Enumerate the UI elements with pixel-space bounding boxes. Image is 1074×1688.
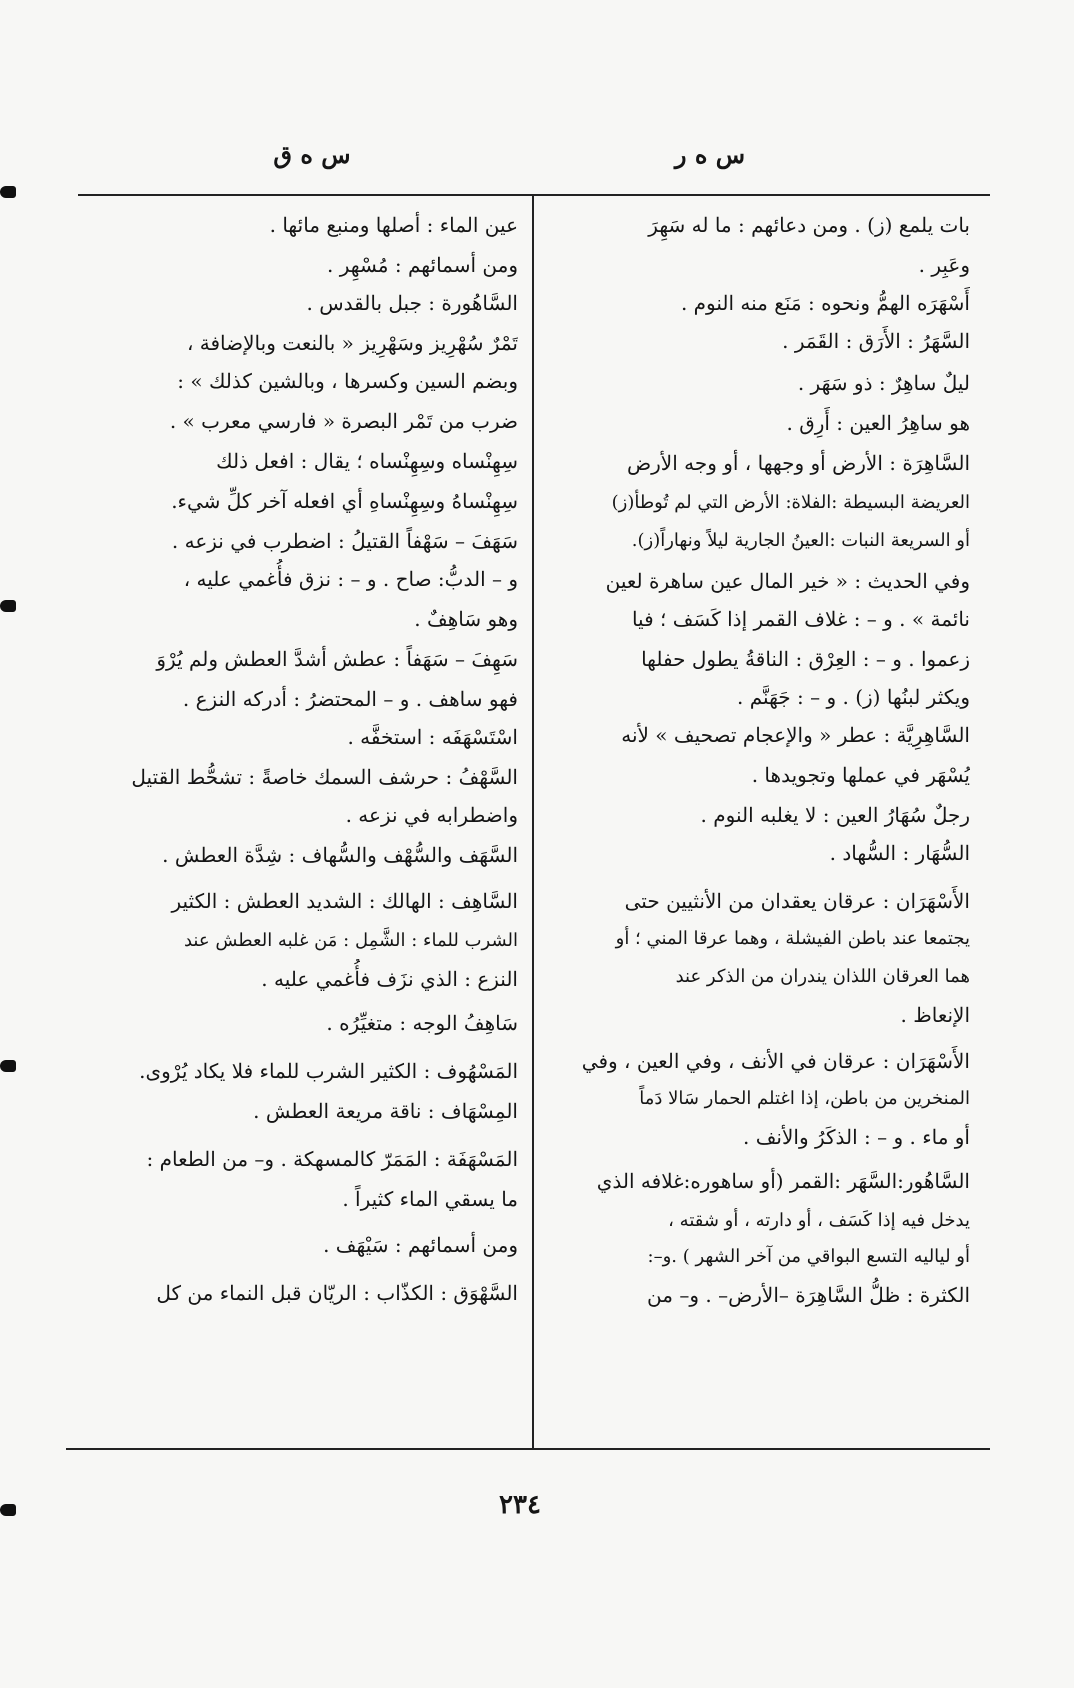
binding-hole-mark	[0, 1060, 16, 1072]
text-line: سَاهِفُ الوجه : متغيِّرُه .	[326, 1011, 518, 1035]
text-line: بات يلمع (ز) . ومن دعائهم : ما له سَهِرَ	[648, 213, 970, 237]
text-line: المنخرين من باطن، إذا اغتلم الحمار سَالا دَماً	[639, 1088, 970, 1109]
text-line: ليلٌ ساهِرٌ : ذو سَهَر .	[797, 371, 970, 395]
text-line: السَّهَف والسُّهْف والسُّهاف : شِدَّة العطش .	[162, 843, 518, 867]
text-line: اسْتَسْهَفَه : استخفَّه .	[347, 725, 518, 749]
text-line: يُسْهَر في عملها وتجويدها .	[751, 763, 970, 787]
text-line: السَّاهِرَة : الأرض أو وجهها ، أو وجه الأرض	[626, 451, 970, 475]
text-line: واضطرابه في نزعه .	[345, 803, 518, 827]
text-line: يدخل فيه إذا كَسَف ، أو دارته ، أو شقته ،	[668, 1210, 970, 1231]
text-line: سِهِنْساهُ وسِهِنْساهِ أي افعله آخر كلِّ شيء.	[171, 489, 518, 513]
text-line: الكثرة : ظلُّ السَّاهِرَة –الأرض– . و– من	[647, 1283, 970, 1307]
binding-hole-mark	[0, 1504, 16, 1516]
text-line: السَّاهِرِيَّة : عطر « والإعجام تصحيف » لأنه	[621, 723, 970, 747]
text-line: السَّهَرُ : الأَرَق : القَمَر .	[782, 329, 970, 353]
text-line: هما العرقان اللذان يندران من الذكر عند	[675, 966, 970, 987]
text-line: المَسْهَفَة : المَمَرّ كالمسهكة . و– من الطعام :	[146, 1147, 518, 1171]
text-line: الإنعاظ .	[900, 1003, 970, 1027]
text-line: وهو سَاهِفٌ .	[414, 607, 518, 631]
text-line: سَهِفَ – سَهَفاً : عطش أشدَّ العطش ولم يُرْوَ	[156, 647, 518, 671]
text-line: السَّاهُورة : جبل بالقدس .	[306, 291, 518, 315]
text-line: فهو ساهف . و – المحتضرُ : أدركه النزع .	[182, 687, 518, 711]
text-line: السَّهْفُ : حرشف السمك خاصةً : تشحُّط القتيل	[131, 765, 518, 789]
text-line: الشرب للماء : الشَّمِل : مَن غلبه العطش عند	[183, 930, 518, 951]
text-line: السَّهْوَق : الكذّاب : الريّان قبل النماء من كل	[156, 1281, 518, 1305]
bottom-rule	[66, 1448, 990, 1450]
text-line: نائمة » . و – : غلاف القمر إذا كَسَف ؛ فيا	[631, 607, 970, 631]
text-line: السَّاهِف : الهالك : الشديد العطش : الكثير	[171, 889, 518, 913]
text-line: السَّاهُور:السَّهَر :القمر (أو ساهوره:غلافه الذي	[596, 1169, 970, 1193]
text-line: أو السريعة النبات :العينُ الجارية ليلاً ونهاراً(ز).	[631, 530, 970, 551]
text-line: تَمْرٌ سُهْرِيز وسَهْرِيز « بالنعت وبالإضافة ،	[186, 331, 518, 355]
right-column-header: س ه ر	[674, 140, 746, 169]
column-divider	[532, 196, 534, 1448]
text-line: وعَبِر .	[918, 253, 970, 277]
text-line: و – الدبُّ: صاح . و – : نزق فأُغمي عليه ،	[183, 567, 518, 591]
text-line: سَهَفَ – سَهْفاً القتيلُ : اضطرب في نزعه .	[171, 529, 518, 553]
text-line: الأَسْهَرَان : عرقان يعقدان من الأنثيين حتى	[624, 889, 970, 913]
text-line: ضرب من تَمْر البصرة « فارسي معرب » .	[169, 409, 518, 433]
text-line: ومن أسمائهم : سَيْهَف .	[323, 1233, 518, 1257]
top-rule	[78, 194, 990, 196]
text-line: المَسْهُوف : الكثير الشرب للماء فلا يكاد يُرْوى.	[139, 1059, 518, 1083]
text-line: يجتمعا عند باطن الفيشلة ، وهما عرقا المني ؛ أو	[615, 928, 970, 949]
left-column-header: س ه ق	[273, 140, 351, 169]
binding-hole-mark	[0, 600, 16, 612]
binding-hole-mark	[0, 186, 16, 198]
text-line: النزع : الذي نزَف فأُغمي عليه .	[261, 967, 518, 991]
text-line: وفي الحديث : « خير المال عين ساهرة لعين	[605, 569, 970, 593]
text-line: ومن أسمائهم : مُسْهِر .	[327, 253, 518, 277]
text-line: عين الماء : أصلها ومنبع مائها .	[269, 213, 518, 237]
text-line: سِهِنْساه وسِهِنْساه ؛ يقال : افعل ذلك	[216, 449, 518, 473]
text-line: الأَسْهَرَان : عرقان في الأنف ، وفي العين ، وفي	[581, 1049, 970, 1073]
text-line: وبضم السين وكسرها ، وبالشين كذلك » :	[177, 369, 518, 393]
text-line: ما يسقي الماء كثيراً .	[342, 1187, 518, 1211]
text-line: المِسْهَاف : ناقة مريعة العطش .	[253, 1099, 518, 1123]
text-line: زعموا . و – : العِرْق : الناقةُ يطول حفلها	[641, 647, 970, 671]
text-line: أَسْهَرَه الهمُّ ونحوه : مَنَع منه النوم .	[680, 291, 970, 315]
page-number: ٢٣٤	[499, 1490, 541, 1520]
text-line: العريضة البسيطة :الفلاة: الأرض التي لم تُوطأ(ز)	[611, 492, 970, 513]
text-line: أو لياليه التسع البواقي من آخر الشهر ) .و–:	[647, 1246, 970, 1267]
text-line: رجلٌ سُهَارُ العين : لا يغلبه النوم .	[700, 803, 970, 827]
text-line: أو ماء . و – : الذكَرُ والأنف .	[743, 1125, 970, 1149]
text-line: ويكثر لبنُها (ز) . و – : جَهَنَّم .	[737, 685, 970, 709]
text-line: هو ساهِرُ العين : أَرِق .	[786, 411, 970, 435]
text-line: السُّهَار : السُّهاد .	[829, 841, 970, 865]
